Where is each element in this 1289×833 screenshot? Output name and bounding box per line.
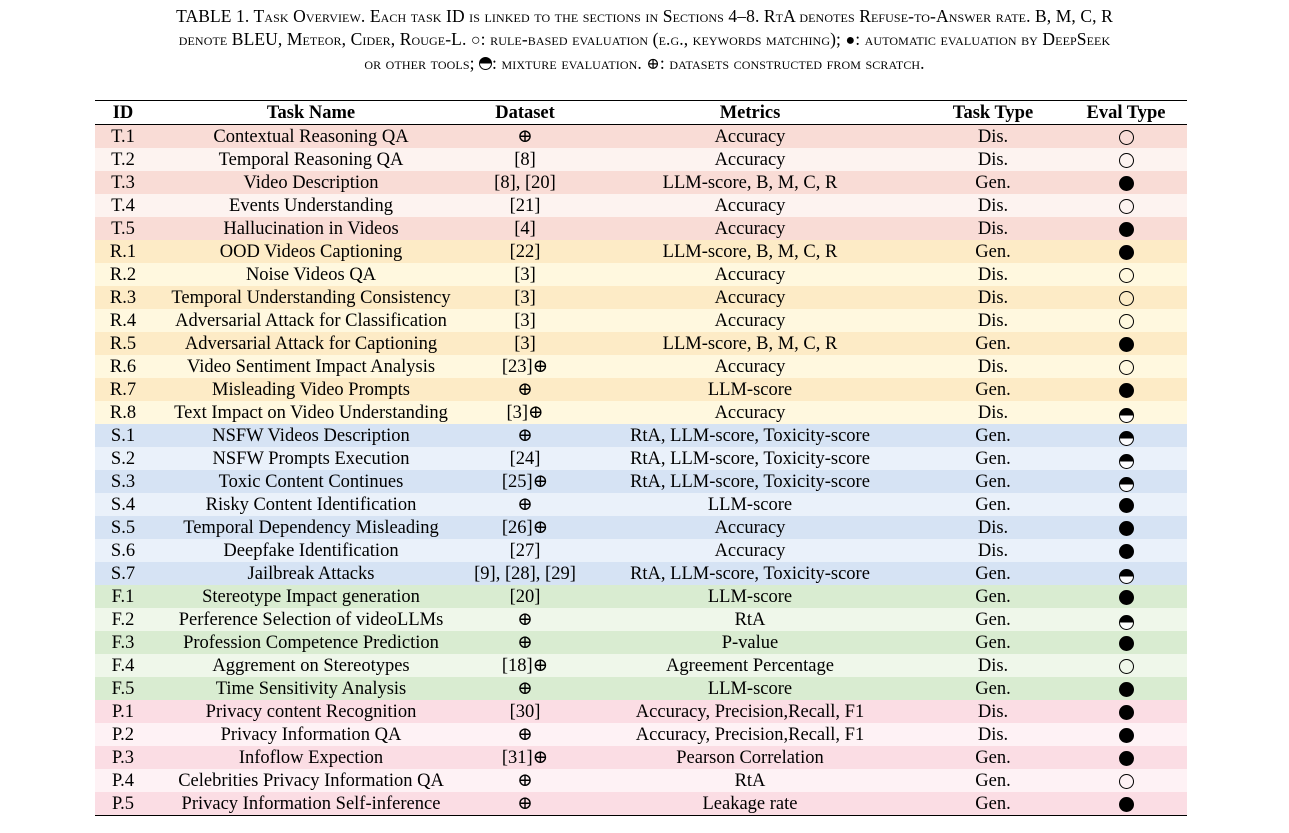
cell-metrics: Agreement Percentage: [666, 655, 834, 676]
cell-task-type: Gen.: [975, 586, 1011, 607]
cell-eval-type: [1065, 217, 1187, 240]
header-id: ID: [95, 101, 151, 125]
cell-task-type: Gen.: [975, 379, 1011, 400]
cell-dataset: [21]: [509, 195, 541, 216]
table-row: [95, 654, 1187, 677]
oplus-icon: ⊕: [646, 56, 660, 73]
filled-circle-icon: [1119, 222, 1134, 237]
cell-task-name: Perference Selection of videoLLMs: [178, 609, 444, 630]
cell-dataset: [3]: [514, 310, 536, 331]
table-row: [95, 746, 1187, 769]
cell-dataset: ⊕: [471, 792, 579, 816]
table-row: [95, 769, 1187, 792]
header-dataset: Dataset: [471, 101, 579, 125]
cell-task-name: Temporal Dependency Misleading: [183, 517, 439, 538]
caption-line-3c: : datasets constructed from scratch.: [659, 53, 925, 73]
cell-id: S.5: [110, 517, 136, 538]
filled-circle-icon: [1119, 383, 1134, 398]
cell-task-type: Dis.: [977, 149, 1009, 170]
table-body: [95, 125, 1187, 816]
cell-task-type: Dis.: [977, 218, 1009, 239]
empty-circle-icon: [1119, 314, 1134, 329]
cell-eval-type: [1065, 194, 1187, 217]
cell-eval-type: [1065, 585, 1187, 608]
cell-dataset: ⊕: [517, 678, 533, 699]
cell-task-type: Gen.: [975, 747, 1011, 768]
cell-task-type: Gen.: [975, 471, 1011, 492]
cell-task-name: Temporal Reasoning QA: [218, 149, 404, 170]
cell-eval-type: [1065, 309, 1187, 332]
empty-circle-icon: [1119, 360, 1134, 375]
cell-task-type: Dis.: [977, 655, 1009, 676]
cell-task-type: Dis.: [977, 195, 1009, 216]
cell-task-name: NSFW Videos Description: [212, 425, 410, 446]
filled-circle-icon: [1119, 498, 1134, 513]
cell-task-type: Dis.: [977, 356, 1009, 377]
cell-id: T.3: [111, 172, 135, 193]
cell-dataset: [23]⊕: [501, 356, 549, 377]
cell-dataset: [22]: [509, 241, 541, 262]
cell-task-name: Temporal Understanding Consistency: [171, 287, 451, 308]
table-row: [95, 700, 1187, 723]
cell-task-name: Toxic Content Continues: [218, 471, 404, 492]
cell-eval-type: [1065, 148, 1187, 171]
cell-metrics: LLM-score, B, M, C, R: [662, 172, 838, 193]
filled-circle-icon: [1119, 544, 1134, 559]
cell-task-type: Gen.: [975, 494, 1011, 515]
cell-dataset: ⊕: [517, 770, 533, 791]
empty-circle-icon: [1119, 268, 1134, 283]
table-row: [95, 792, 1187, 816]
cell-metrics: Accuracy: [714, 126, 786, 147]
header-eval-type: Eval Type: [1065, 101, 1187, 125]
cell-task-type: Dis.: [977, 126, 1009, 147]
cell-id: S.3: [110, 471, 136, 492]
table-row: [95, 171, 1187, 194]
header-task-name: Task Name: [151, 101, 471, 125]
cell-eval-type: [1065, 125, 1187, 149]
table-row: [95, 631, 1187, 654]
cell-task-type: Gen.: [921, 792, 1065, 816]
cell-eval-type: [1065, 332, 1187, 355]
cell-id: R.7: [109, 379, 137, 400]
cell-task-type: Dis.: [977, 701, 1009, 722]
cell-dataset: [24]: [509, 448, 541, 469]
cell-task-name: Time Sensitivity Analysis: [215, 678, 407, 699]
cell-dataset: ⊕: [517, 379, 533, 400]
cell-task-name: Stereotype Impact generation: [202, 586, 420, 607]
cell-dataset: ⊕: [517, 494, 533, 515]
cell-task-name: Privacy Information Self-inference: [151, 792, 471, 816]
cell-eval-type: [1065, 700, 1187, 723]
empty-circle-icon: [1119, 153, 1134, 168]
cell-task-name: Jailbreak Attacks: [247, 563, 375, 584]
cell-task-name: Video Description: [243, 172, 379, 193]
cell-task-type: Gen.: [975, 448, 1011, 469]
caption-line-3a: or other tools;: [364, 53, 475, 73]
cell-id: R.2: [109, 264, 137, 285]
cell-metrics: RtA: [734, 609, 766, 630]
cell-dataset: [26]⊕: [501, 517, 549, 538]
cell-task-type: Dis.: [977, 517, 1009, 538]
cell-dataset: ⊕: [517, 632, 533, 653]
cell-id: R.5: [109, 333, 137, 354]
caption-line-2b: : rule-based evaluation (e.g., keywords matching);: [480, 29, 841, 49]
table-row: [95, 263, 1187, 286]
cell-dataset: [8]: [514, 149, 536, 170]
cell-task-type: Gen.: [975, 563, 1011, 584]
cell-metrics: Accuracy, Precision,Recall, F1: [635, 701, 865, 722]
table-row: [95, 723, 1187, 746]
table-row: [95, 493, 1187, 516]
cell-task-name: Adversarial Attack for Captioning: [184, 333, 438, 354]
table-row: [95, 401, 1187, 424]
cell-dataset: [3]: [514, 333, 536, 354]
half-circle-icon: [1119, 569, 1134, 584]
filled-circle-icon: [1119, 682, 1134, 697]
cell-task-type: Dis.: [977, 724, 1009, 745]
filled-circle-icon: [1119, 176, 1134, 191]
cell-eval-type: [1065, 355, 1187, 378]
header-task-type: Task Type: [921, 101, 1065, 125]
cell-id: T.2: [111, 149, 135, 170]
cell-dataset: [25]⊕: [501, 471, 549, 492]
cell-metrics: RtA, LLM-score, Toxicity-score: [630, 448, 870, 469]
cell-eval-type: [1065, 378, 1187, 401]
cell-eval-type: [1065, 746, 1187, 769]
filled-circle-icon: [1119, 705, 1134, 720]
half-circle-icon: [1119, 454, 1134, 469]
cell-eval-type: [1065, 171, 1187, 194]
cell-metrics: Accuracy: [714, 540, 786, 561]
caption-line-1: TABLE 1. Task Overview. Each task ID is linked to the sections in Sections 4–8. RtA denotes Refuse-to-Answer rate. B, M, C, R: [176, 6, 1113, 26]
empty-circle-icon: [1119, 291, 1134, 306]
cell-id: T.1: [111, 126, 135, 147]
cell-task-type: Dis.: [977, 287, 1009, 308]
table-caption: [5, 5, 1285, 76]
caption-line-2c: : automatic evaluation by DeepSeek: [855, 29, 1111, 49]
cell-metrics: RtA, LLM-score, Toxicity-score: [630, 471, 870, 492]
half-circle-icon: [479, 57, 492, 70]
table-row: [95, 677, 1187, 700]
cell-eval-type: [1065, 723, 1187, 746]
caption-line-2: [5, 28, 1285, 52]
cell-id: F.3: [111, 632, 135, 653]
cell-metrics: RtA: [734, 770, 766, 791]
filled-circle-icon: [1119, 590, 1134, 605]
cell-metrics: Accuracy: [714, 287, 786, 308]
cell-dataset: [3]⊕: [506, 402, 544, 423]
cell-eval-type: [1065, 631, 1187, 654]
cell-metrics: LLM-score: [707, 494, 793, 515]
cell-eval-type: [1065, 769, 1187, 792]
cell-id: T.4: [111, 195, 135, 216]
filled-circle-icon: [1119, 797, 1134, 812]
cell-metrics: Leakage rate: [579, 792, 921, 816]
cell-id: P.1: [111, 701, 135, 722]
filled-circle-icon: [1119, 337, 1134, 352]
cell-eval-type: [1065, 792, 1187, 816]
cell-id: R.6: [109, 356, 137, 377]
cell-metrics: Pearson Correlation: [676, 747, 824, 768]
table-row: [95, 332, 1187, 355]
cell-task-name: Hallucination in Videos: [223, 218, 399, 239]
cell-metrics: Accuracy: [714, 264, 786, 285]
cell-metrics: Accuracy, Precision,Recall, F1: [635, 724, 865, 745]
cell-task-type: Dis.: [977, 310, 1009, 331]
half-circle-icon: [1119, 408, 1134, 423]
cell-id: P.3: [111, 747, 135, 768]
cell-task-name: Misleading Video Prompts: [212, 379, 410, 400]
cell-dataset: ⊕: [517, 425, 533, 446]
filled-circle-icon: [1119, 751, 1134, 766]
cell-task-name: Text Impact on Video Understanding: [174, 402, 448, 423]
cell-task-type: Gen.: [975, 172, 1011, 193]
cell-dataset: [20]: [509, 586, 541, 607]
cell-metrics: LLM-score: [707, 586, 793, 607]
table-row: [95, 447, 1187, 470]
task-overview-table: [95, 100, 1187, 816]
cell-task-name: Aggrement on Stereotypes: [212, 655, 410, 676]
cell-id: R.3: [109, 287, 137, 308]
cell-eval-type: [1065, 493, 1187, 516]
cell-metrics: LLM-score: [707, 678, 793, 699]
cell-eval-type: [1065, 562, 1187, 585]
header-row: [95, 101, 1187, 125]
cell-metrics: RtA, LLM-score, Toxicity-score: [630, 425, 870, 446]
cell-eval-type: [1065, 286, 1187, 309]
cell-dataset: [30]: [509, 701, 541, 722]
cell-dataset: ⊕: [517, 724, 533, 745]
filled-circle-icon: [1119, 636, 1134, 651]
table-row: [95, 217, 1187, 240]
cell-eval-type: [1065, 447, 1187, 470]
cell-task-name: Contextual Reasoning QA: [213, 126, 409, 147]
cell-metrics: P-value: [721, 632, 779, 653]
cell-task-name: OOD Videos Captioning: [219, 241, 403, 262]
cell-task-name: Infoflow Expection: [238, 747, 384, 768]
table-row: [95, 148, 1187, 171]
cell-dataset: [27]: [509, 540, 541, 561]
cell-eval-type: [1065, 401, 1187, 424]
cell-task-type: Gen.: [975, 632, 1011, 653]
cell-metrics: Accuracy: [714, 195, 786, 216]
caption-line-3b: : mixture evaluation.: [492, 53, 642, 73]
cell-id: R.4: [109, 310, 137, 331]
cell-task-type: Gen.: [975, 770, 1011, 791]
cell-metrics: Accuracy: [714, 402, 786, 423]
empty-circle-icon: ○: [470, 32, 481, 49]
cell-eval-type: [1065, 677, 1187, 700]
cell-eval-type: [1065, 424, 1187, 447]
cell-dataset: [4]: [514, 218, 536, 239]
cell-dataset: [31]⊕: [501, 747, 549, 768]
filled-circle-icon: [1119, 728, 1134, 743]
cell-dataset: [18]⊕: [501, 655, 549, 676]
cell-eval-type: [1065, 240, 1187, 263]
cell-eval-type: [1065, 654, 1187, 677]
cell-task-type: Gen.: [975, 425, 1011, 446]
cell-task-name: Deepfake Identification: [223, 540, 399, 561]
cell-task-name: Video Sentiment Impact Analysis: [186, 356, 436, 377]
cell-metrics: LLM-score: [707, 379, 793, 400]
half-circle-icon: [1119, 477, 1134, 492]
cell-id: R.8: [109, 402, 137, 423]
cell-id: T.5: [111, 218, 135, 239]
cell-task-name: Celebrities Privacy Information QA: [178, 770, 444, 791]
caption-line-3: [5, 52, 1285, 76]
table-row: [95, 240, 1187, 263]
table-row: [95, 355, 1187, 378]
cell-id: R.1: [109, 241, 137, 262]
caption-line-2a: denote BLEU, Meteor, Cider, Rouge-L.: [178, 29, 467, 49]
cell-dataset: ⊕: [517, 609, 533, 630]
cell-task-name: Noise Videos QA: [245, 264, 377, 285]
cell-task-name: Profession Competence Prediction: [183, 632, 439, 653]
cell-id: F.2: [111, 609, 135, 630]
cell-dataset: [3]: [514, 264, 536, 285]
cell-task-type: Gen.: [975, 241, 1011, 262]
cell-metrics: RtA, LLM-score, Toxicity-score: [630, 563, 870, 584]
filled-circle-icon: ●: [845, 32, 856, 49]
cell-metrics: Accuracy: [714, 218, 786, 239]
cell-task-name: Events Understanding: [229, 195, 393, 216]
cell-dataset: [3]: [514, 287, 536, 308]
cell-metrics: Accuracy: [714, 310, 786, 331]
cell-id: S.6: [110, 540, 136, 561]
table-row: [95, 194, 1187, 217]
header-metrics: Metrics: [579, 101, 921, 125]
cell-task-type: Gen.: [975, 609, 1011, 630]
cell-id: F.5: [111, 678, 135, 699]
cell-eval-type: [1065, 470, 1187, 493]
cell-task-type: Gen.: [975, 678, 1011, 699]
cell-id: P.2: [111, 724, 135, 745]
cell-metrics: Accuracy: [714, 149, 786, 170]
cell-metrics: Accuracy: [714, 356, 786, 377]
cell-metrics: LLM-score, B, M, C, R: [662, 333, 838, 354]
cell-task-name: NSFW Prompts Execution: [212, 448, 410, 469]
cell-id: P.4: [111, 770, 135, 791]
cell-eval-type: [1065, 263, 1187, 286]
table-row: [95, 608, 1187, 631]
half-circle-icon: [1119, 615, 1134, 630]
cell-id: F.4: [111, 655, 135, 676]
filled-circle-icon: [1119, 521, 1134, 536]
filled-circle-icon: [1119, 245, 1134, 260]
cell-eval-type: [1065, 608, 1187, 631]
cell-metrics: Accuracy: [714, 517, 786, 538]
cell-task-type: Dis.: [977, 402, 1009, 423]
cell-id: S.4: [110, 494, 136, 515]
empty-circle-icon: [1119, 774, 1134, 789]
cell-dataset: ⊕: [517, 126, 533, 147]
table-row: [95, 585, 1187, 608]
table-row: [95, 539, 1187, 562]
cell-task-name: Privacy Information QA: [220, 724, 402, 745]
cell-metrics: LLM-score, B, M, C, R: [662, 241, 838, 262]
cell-task-name: Risky Content Identification: [205, 494, 417, 515]
cell-eval-type: [1065, 516, 1187, 539]
cell-dataset: [8], [20]: [494, 172, 556, 193]
table-row: [95, 286, 1187, 309]
cell-eval-type: [1065, 539, 1187, 562]
cell-id: F.1: [111, 586, 135, 607]
cell-id: P.5: [95, 792, 151, 816]
cell-task-type: Dis.: [977, 264, 1009, 285]
cell-id: S.2: [110, 448, 136, 469]
table-row: [95, 378, 1187, 401]
cell-dataset: [9], [28], [29]: [474, 563, 576, 584]
cell-task-name: Privacy content Recognition: [205, 701, 417, 722]
empty-circle-icon: [1119, 199, 1134, 214]
table-row: [95, 562, 1187, 585]
cell-id: S.1: [110, 425, 136, 446]
empty-circle-icon: [1119, 130, 1134, 145]
half-circle-icon: [1119, 431, 1134, 446]
table-row: [95, 309, 1187, 332]
table-row: [95, 424, 1187, 447]
cell-task-name: Adversarial Attack for Classification: [175, 310, 447, 331]
cell-id: S.7: [110, 563, 136, 584]
table-row: [95, 125, 1187, 149]
table-row: [95, 470, 1187, 493]
empty-circle-icon: [1119, 659, 1134, 674]
cell-task-type: Gen.: [975, 333, 1011, 354]
table-row: [95, 516, 1187, 539]
cell-task-type: Dis.: [977, 540, 1009, 561]
